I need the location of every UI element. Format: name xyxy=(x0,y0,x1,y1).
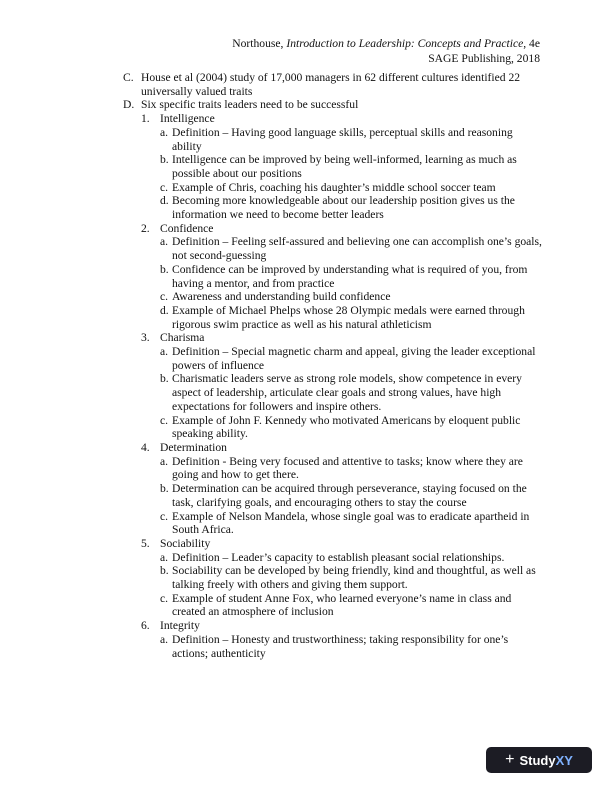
sub-label: b. xyxy=(160,482,169,496)
trait-number: 5. xyxy=(141,536,150,550)
brand-main: Study xyxy=(519,752,556,768)
sub-item xyxy=(160,455,543,482)
sub-item xyxy=(160,564,543,591)
sub-label: a. xyxy=(160,235,169,249)
sub-item xyxy=(160,633,543,660)
sub-text: Charismatic leaders serve as strong role models, show competence in every aspect of leadership, articulate clear goals and strong values, have high expectations for followers and inspire others. xyxy=(172,372,522,413)
sub-text: Determination can be acquired through perseverance, staying focused on the task, clarifying goals, and encouraging others to stay the course xyxy=(172,482,527,509)
sub-text: Awareness and understanding build confidence xyxy=(172,290,391,304)
trait-title: Sociability xyxy=(160,536,211,550)
brand-accent: XY xyxy=(555,752,573,768)
trait-title: Confidence xyxy=(160,221,214,235)
trait-integrity xyxy=(141,619,543,633)
sub-item xyxy=(160,235,543,262)
sub-text: Sociability can be developed by being friendly, kind and thoughtful, as well as talking freely with others and giving them support. xyxy=(172,564,536,592)
sub-item xyxy=(160,414,543,441)
trait-title: Intelligence xyxy=(160,112,215,126)
trait-confidence xyxy=(141,222,543,236)
header-book-title: Introduction to Leadership: Concepts and Practice xyxy=(286,37,524,50)
sub-label: a. xyxy=(160,454,169,468)
trait-number: 3. xyxy=(141,331,150,345)
sub-text: Confidence can be improved by understanding what is required of you, from having a mentor, and from practice xyxy=(172,262,528,290)
sub-label: b. xyxy=(160,372,169,386)
sub-item xyxy=(160,482,543,509)
sub-item xyxy=(160,126,543,153)
sub-text: Definition – Honesty and trustworthiness; taking responsibility for one’s actions; authenticity xyxy=(172,632,509,660)
trait-determination xyxy=(141,441,543,455)
sub-item xyxy=(160,263,543,290)
sub-label: c. xyxy=(160,413,169,427)
sub-text: Definition - Being very focused and attentive to tasks; know where they are going and how to get there. xyxy=(172,454,523,482)
sub-item xyxy=(160,153,543,180)
trait-title: Determination xyxy=(160,440,227,454)
trait-title: Charisma xyxy=(160,331,205,345)
sub-item xyxy=(160,181,543,195)
studyxy-badge[interactable] xyxy=(486,747,592,773)
trait-title: Integrity xyxy=(160,619,200,633)
sub-label: b. xyxy=(160,153,169,167)
sub-item xyxy=(160,194,543,221)
page-header xyxy=(232,36,540,66)
item-text: Six specific traits leaders need to be successful xyxy=(141,98,359,112)
sub-text: Becoming more knowledgeable about our leadership position gives us the information we need to become better leaders xyxy=(172,194,515,222)
sub-item xyxy=(160,592,543,619)
header-edition: , 4e xyxy=(523,37,540,50)
sub-item xyxy=(160,551,543,565)
trait-number: 1. xyxy=(141,112,150,126)
document-body xyxy=(123,71,543,660)
sub-text: Definition – Feeling self-assured and believing one can accomplish one’s goals, not second-guessing xyxy=(172,235,542,263)
trait-number: 4. xyxy=(141,440,150,454)
sub-label: a. xyxy=(160,345,169,359)
sub-text: Example of student Anne Fox, who learned everyone’s name in class and created an atmosphere of inclusion xyxy=(172,591,512,619)
header-publisher: SAGE Publishing, 2018 xyxy=(428,52,540,65)
sub-label: a. xyxy=(160,125,169,139)
sub-text: Example of Chris, coaching his daughter’s middle school soccer team xyxy=(172,180,496,194)
sub-item xyxy=(160,510,543,537)
sub-label: b. xyxy=(160,564,169,578)
sub-label: c. xyxy=(160,591,169,605)
sub-label: d. xyxy=(160,194,169,208)
sub-label: c. xyxy=(160,509,169,523)
sub-text: Intelligence can be improved by being well-informed, learning as much as possible about our positions xyxy=(172,153,517,180)
sub-item xyxy=(160,345,543,372)
sub-item xyxy=(160,290,543,304)
trait-number: 2. xyxy=(141,221,150,235)
outline-item-d xyxy=(123,98,543,112)
sub-label: a. xyxy=(160,632,169,646)
item-label: C. xyxy=(123,71,134,84)
item-label: D. xyxy=(123,98,135,112)
citation-line xyxy=(232,36,540,51)
trait-charisma xyxy=(141,331,543,345)
trait-intelligence xyxy=(141,112,543,126)
sub-text: Definition – Leader’s capacity to establish pleasant social relationships. xyxy=(172,550,505,564)
outline-item-c xyxy=(123,71,543,98)
sub-item xyxy=(160,304,543,331)
sub-text: Example of John F. Kennedy who motivated Americans by eloquent public speaking ability. xyxy=(172,413,521,441)
sub-label: c. xyxy=(160,180,169,194)
header-author: Northouse, xyxy=(232,37,287,50)
sub-label: a. xyxy=(160,550,169,564)
sub-text: Example of Nelson Mandela, whose single goal was to eradicate apartheid in South Africa. xyxy=(172,509,530,537)
item-text: House et al (2004) study of 17,000 managers in 62 different cultures identified 22 universally valued traits xyxy=(141,71,521,98)
sub-label: b. xyxy=(160,262,169,276)
plus-icon: + xyxy=(505,751,515,768)
sub-label: d. xyxy=(160,303,169,317)
sub-text: Definition – Special magnetic charm and appeal, giving the leader exceptional powers of influence xyxy=(172,345,536,372)
sub-label: c. xyxy=(160,290,169,304)
sub-text: Example of Michael Phelps whose 28 Olympic medals were earned through rigorous swim practice as well as his natural athleticism xyxy=(172,303,525,331)
trait-sociability xyxy=(141,537,543,551)
trait-number: 6. xyxy=(141,619,150,633)
sub-text: Definition – Having good language skills, perceptual skills and reasoning ability xyxy=(172,125,513,153)
sub-item xyxy=(160,372,543,413)
